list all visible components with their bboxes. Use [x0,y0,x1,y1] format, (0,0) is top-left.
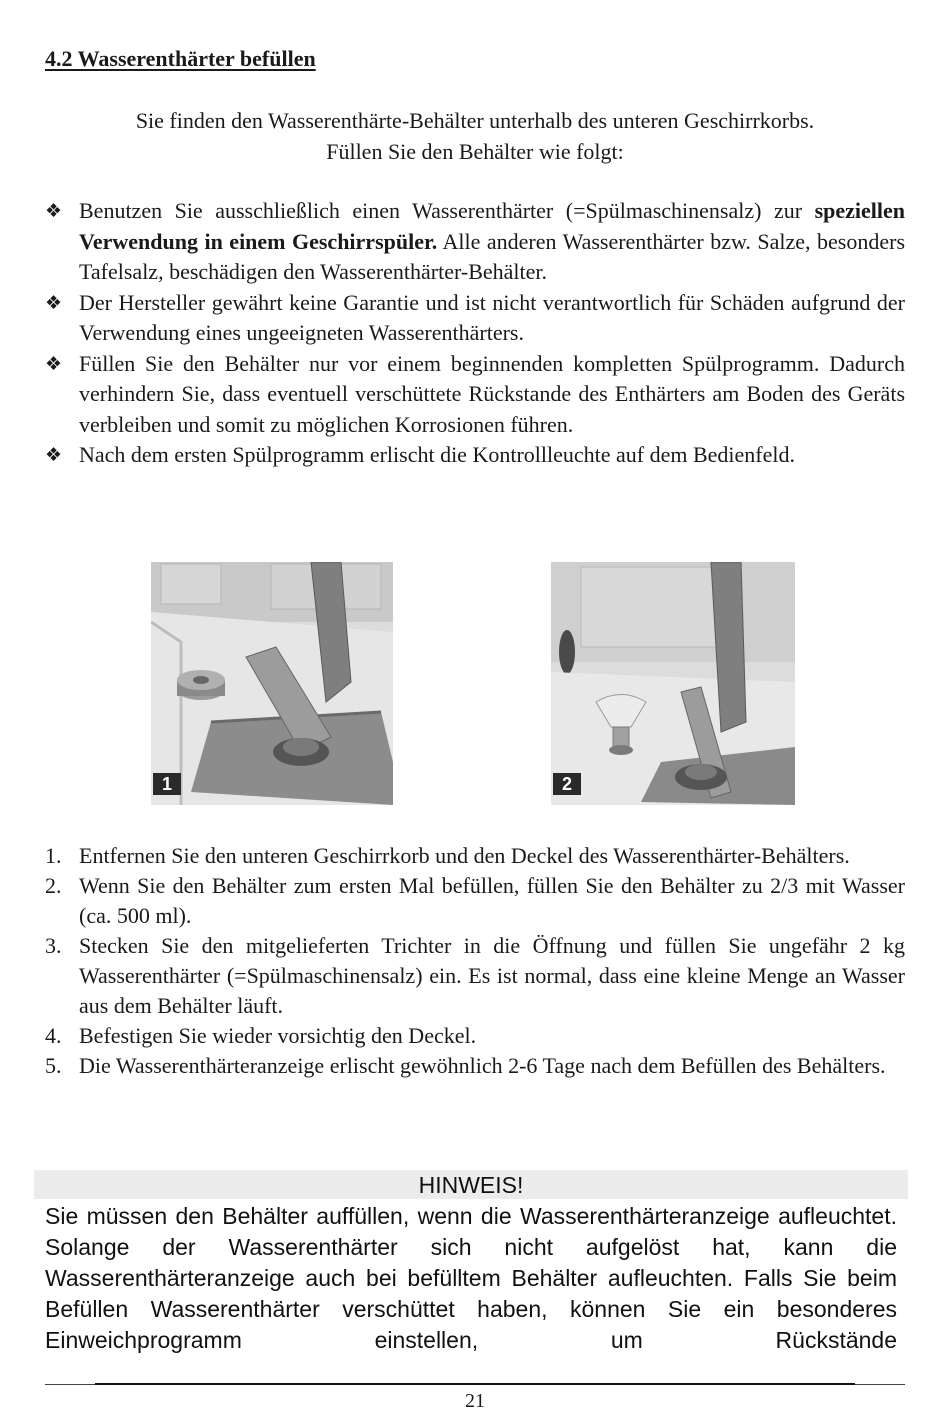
step-item [45,1021,905,1051]
section-title: 4.2 Wasserenthärter befüllen [45,46,316,71]
dishwasher-funnel-illustration [551,562,795,805]
step-text: Entfernen Sie den unteren Geschirrkorb und den Deckel des Wasserenthärter-Behälters. [79,843,850,868]
bullet-text: Füllen Sie den Behälter nur vor einem beginnenden kompletten Spülprogramm. Dadurch verhindern Sie, dass eventuell verschüttete Rückstande des Enthärters am Boden des Geräts verbleiben und somit zu möglichen Korrosionen führen. [79,350,905,437]
step-text: Die Wasserenthärteranzeige erlischt gewöhnlich 2-6 Tage nach dem Befüllen des Behälters. [79,1053,886,1078]
step-item [45,841,905,871]
intro-line-2: Füllen Sie den Behälter wie folgt: [326,139,624,164]
diamond-flower-icon: ❖ [45,200,63,222]
step-number: 1. [45,843,62,868]
step-text: Wenn Sie den Behälter zum ersten Mal befüllen, füllen Sie den Behälter zu 2/3 mit Wasser (ca. 500 ml). [79,873,905,928]
footer-divider-accent [95,1383,855,1385]
dishwasher-interior-illustration [151,562,393,805]
bullet-bold-text: speziellen Verwendung in einem Geschirrspüler. [79,198,905,254]
diamond-flower-icon: ❖ [45,352,63,375]
numbered-steps [45,841,905,1081]
figure-label: 1 [153,773,181,795]
step-number: 4. [45,1023,62,1048]
step-number: 3. [45,933,62,958]
bullet-text: Nach dem ersten Spülprogramm erlischt die Kontrollleuchte auf dem Bedienfeld. [79,442,795,467]
step-item [45,1051,905,1081]
intro-paragraph [45,105,905,167]
step-number: 2. [45,873,62,898]
step-number: 5. [45,1053,62,1078]
instruction-bullets [45,196,905,471]
diamond-flower-icon: ❖ [45,291,63,314]
step-item [45,931,905,1021]
step-item [45,871,905,931]
dishwasher-figure-1 [151,562,393,805]
bullet-text: Der Hersteller gewährt keine Garantie und ist nicht verantwortlich für Schäden aufgrund der Verwendung eines ungeeigneten Wasserenthärters. [79,289,905,345]
bullet-item [45,349,905,441]
step-text: Befestigen Sie wieder vorsichtig den Deckel. [79,1023,477,1048]
diamond-flower-icon: ❖ [45,444,63,466]
step-text: Stecken Sie den mitgelieferten Trichter in die Öffnung und füllen Sie ungefähr 2 kg Wasserenthärter (=Spülmaschinensalz) ein. Es ist normal, dass eine kleine Menge an Wasser aus dem Behälter läuft. [79,933,905,1018]
notice-title: HINWEIS! [418,1172,524,1198]
bullet-item [45,440,905,471]
bullet-item [45,196,905,288]
bullet-item [45,288,905,349]
page-number: 21 [465,1390,485,1412]
figure-label: 2 [553,773,581,795]
notice-text: Sie müssen den Behälter auffüllen, wenn die Wasserenthärteranzeige aufleuchtet. Solange der Wasserenthärter sich nicht aufgelöst hat, kann die Wasserenthärteranzeige auch bei befülltem Behälter aufleuchten. Falls Sie beim Befüllen Wasserenthärter verschüttet haben, können Sie ein besonderes Einweichprogramm einstellen, um Rückstände [45,1203,897,1353]
dishwasher-figure-2 [551,562,795,805]
bullet-text: Benutzen Sie ausschließlich einen Wasserenthärter (=Spülmaschinensalz) zur [79,198,815,223]
bullet-text: Alle anderen Wasserenthärter bzw. Salze, besonders Tafelsalz, beschädigen den Wasserenthärter-Behälter. [79,228,906,284]
intro-line-1: Sie finden den Wasserenthärte-Behälter unterhalb des unteren Geschirrkorbs. [135,108,815,133]
